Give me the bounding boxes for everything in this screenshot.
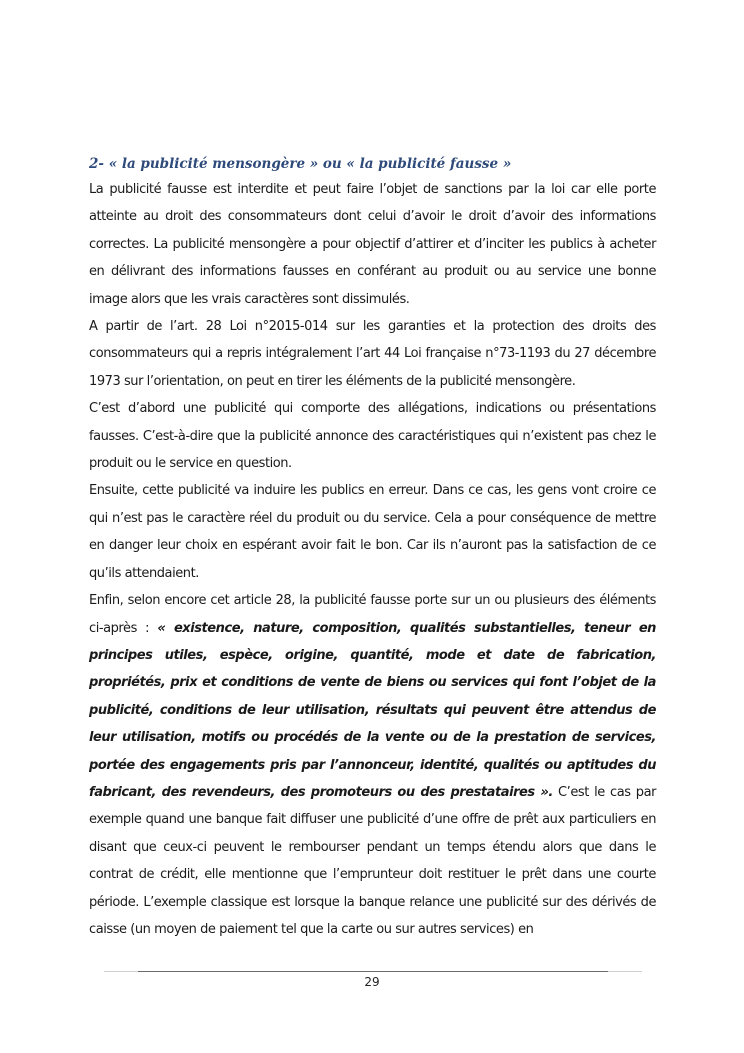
paragraph: A partir de l’art. 28 Loi n°2015-014 sur les garanties et la protection des droits des consommateurs qui a repris intégralement l’art 44 Loi française n°73-1193 du 27 décembre 1973 sur l’orientation, on peut en tirer les éléments de la publicité mensongère.	[89, 319, 656, 389]
paragraph-intro: Enfin, selon encore cet article 28, la publicité fausse porte sur un ou plusieurs des éléments ci-après :	[89, 593, 656, 636]
section-heading: 2- « la publicité mensongère » ou « la publicité fausse »	[89, 156, 512, 172]
page-body	[89, 152, 656, 943]
paragraph-rest: C’est le cas par exemple quand une banque fait diffuser une publicité d’une offre de prêt aux particuliers en disant que ceux-ci peuvent le rembourser pendant un temps étendu alors que dans le contrat de crédit, elle mentionne que l’emprunteur doit restituer le prêt dans une courte période. L’exemple classique est lorsque la banque relance une publicité sur des dérivés de caisse (un moyen de paiement tel que la carte ou sur autres services) en	[89, 784, 656, 937]
legal-quote: « existence, nature, composition, qualités substantielles, teneur en principes utiles, espèce, origine, quantité, mode et date de fabrication, propriétés, prix et conditions de vente de biens ou services qui font l’objet de la publicité, conditions de leur utilisation, résultats qui peuvent être attendus de leur utilisation, motifs ou procédés de la vente ou de la prestation de services, portée des engagements pris par l’annonceur, identité, qualités ou aptitudes du fabricant, des revendeurs, des promoteurs ou des prestataires ».	[89, 620, 656, 800]
footer-divider	[104, 971, 642, 972]
paragraph: C’est d’abord une publicité qui comporte des allégations, indications ou présentations fausses. C’est-à-dire que la publicité annonce des caractéristiques qui n’existent pas chez le produit ou le service en question.	[89, 401, 656, 472]
paragraph: La publicité fausse est interdite et peut faire l’objet de sanctions par la loi car elle porte atteinte au droit des consommateurs dont celui d’avoir le droit d’avoir des informations correctes. La publicité mensongère a pour objectif d’attirer et d’inciter les publics à acheter en délivrant des informations fausses en conférant au produit ou au service une bonne image alors que les vrais caractères sont dissimulés.	[89, 182, 656, 307]
paragraph-with-quote	[89, 587, 656, 943]
page-number: 29	[364, 975, 380, 989]
paragraph: Ensuite, cette publicité va induire les publics en erreur. Dans ce cas, les gens vont croire ce qui n’est pas le caractère réel du produit ou du service. Cela a pour conséquence de mettre en danger leur choix en espérant avoir fait le bon. Car ils n’auront pas la satisfaction de ce qu’ils attendaient.	[89, 483, 656, 581]
